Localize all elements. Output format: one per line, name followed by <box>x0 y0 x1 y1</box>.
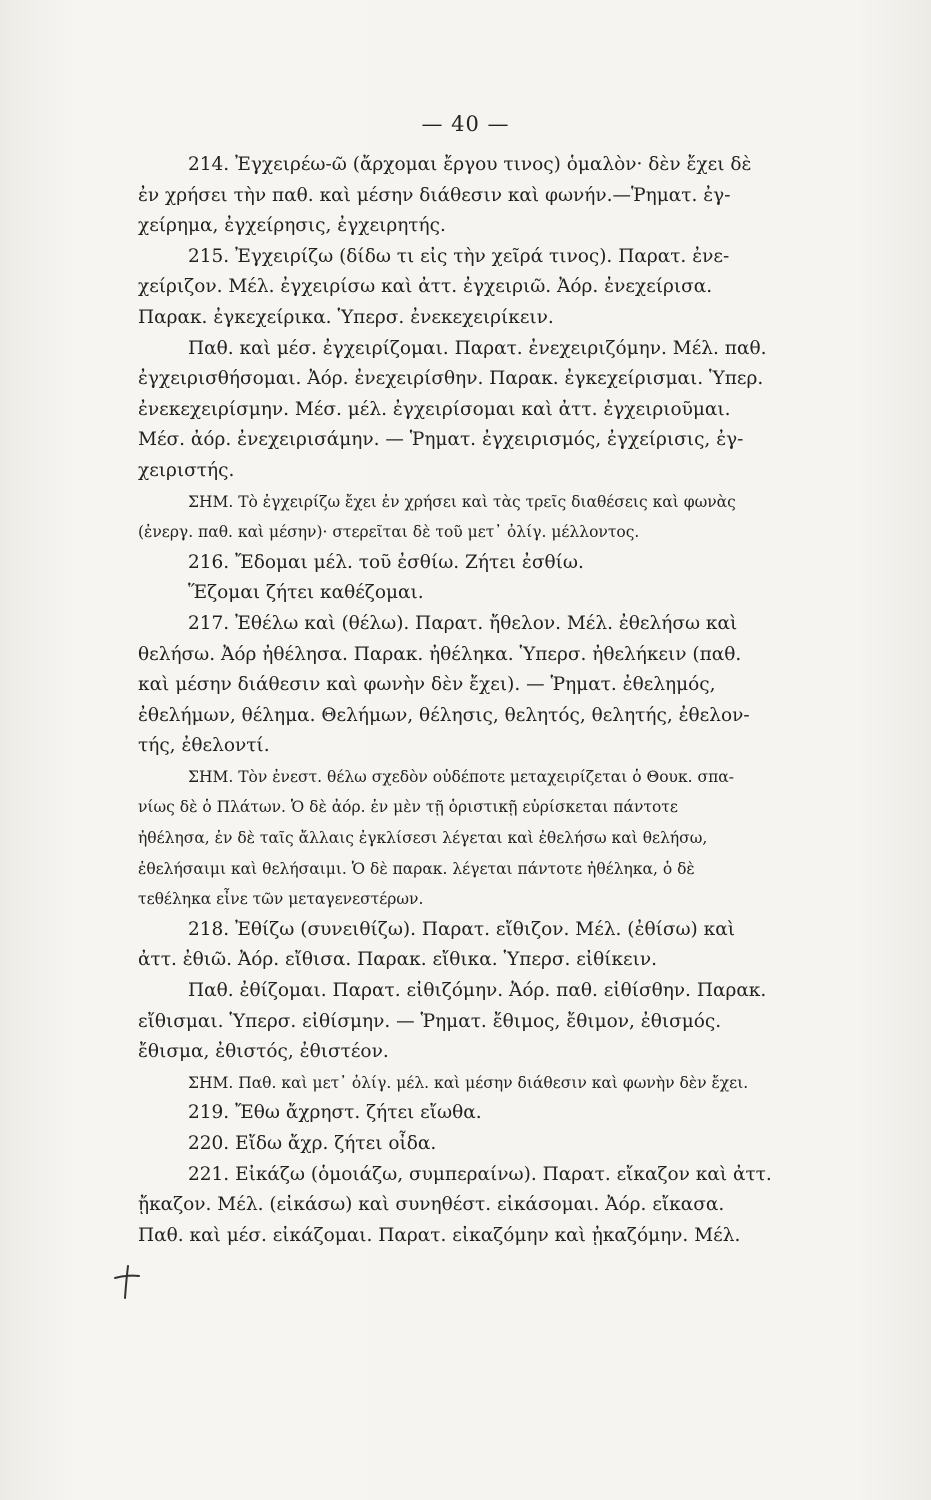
entry-ezomai: Ἕζομαι ζήτει καθέζομαι. <box>188 582 424 604</box>
entry-214-line-1: 214. Ἐγχειρέω-ῶ (ἄρχομαι ἔργου τινος) ὁμαλὸν· δὲν ἔχει δὲ <box>188 154 752 175</box>
note-217-line-4: ἐθελήσαιμι καὶ θελήσαιμι. Ὁ δὲ παρακ. λέγεται πάντοτε ἠθέληκα, ὁ δὲ <box>138 859 695 878</box>
entry-221-line-1: 221. Εἰκάζω (ὁμοιάζω, συμπεραίνω). Παρατ. εἴκαζον καὶ ἀττ. <box>188 1163 772 1185</box>
entry-217-line-2: θελήσω. Ἀόρ ἠθέλησα. Παρακ. ἠθέληκα. Ὑπερσ. ἠθελήκειν (παθ. <box>138 643 742 665</box>
entry-215-line-1: 215. Ἐγχειρίζω (δίδω τι εἰς τὴν χεῖρά τινος). Παρατ. ἐνε- <box>188 245 730 267</box>
entry-215-line-7: Μέσ. ἀόρ. ἐνεχειρισάμην. — Ῥηματ. ἐγχειρισμός, ἐγχείρισις, ἐγ- <box>138 429 744 451</box>
note-215-line-1: ΣΗΜ. Τὸ ἐγχειρίζω ἔχει ἐν χρήσει καὶ τὰς τρεῖς διαθέσεις καὶ φωνὰς <box>188 492 736 511</box>
entry-218-line-5: ἔθισμα, ἐθιστός, ἐθιστέον. <box>138 1041 389 1063</box>
note-215-line-2: (ἐνεργ. παθ. καὶ μέσην)· στερεῖται δὲ τοῦ μετ᾽ ὀλίγ. μέλλοντος. <box>138 523 640 542</box>
entry-216: 216. Ἔδομαι μέλ. τοῦ ἐσθίω. Ζήτει ἐσθίω. <box>188 551 584 573</box>
note-217-line-3: ἠθέλησα, ἐν δὲ ταῖς ἄλλαις ἐγκλίσεσι λέγεται καὶ ἐθελήσω καὶ θελήσω, <box>138 829 708 848</box>
page-number: — 40 — <box>421 112 510 136</box>
entry-215-line-6: ἐνεκεχειρίσμην. Μέσ. μέλ. ἐγχειρίσομαι καὶ ἀττ. ἐγχειριοῦμαι. <box>138 398 731 420</box>
page-text <box>138 150 798 1251</box>
entry-214-line-3: χείρημα, ἐγχείρησις, ἐγχειρητής. <box>138 215 446 237</box>
entry-217-line-1: 217. Ἐθέλω καὶ (θέλω). Παρατ. ἤθελον. Μέλ. ἐθελήσω καὶ <box>188 612 738 634</box>
entry-218-line-1: 218. Ἐθίζω (συνειθίζω). Παρατ. εἴθιζον. Μέλ. (ἐθίσω) καὶ <box>188 918 735 940</box>
entry-221-line-2: ᾔκαζον. Μέλ. (εἰκάσω) καὶ συνηθέστ. εἰκάσομαι. Ἀόρ. εἴκασα. <box>138 1194 725 1216</box>
entry-215-line-2: χείριζον. Μέλ. ἐγχειρίσω καὶ ἀττ. ἐγχειριῶ. Ἀόρ. ἐνεχείρισα. <box>138 276 713 298</box>
entry-220: 220. Εἴδω ἄχρ. ζήτει οἶδα. <box>188 1133 437 1154</box>
entry-215-line-5: ἐγχειρισθήσομαι. Ἀόρ. ἐνεχειρίσθην. Παρακ. ἐγκεχείρισμαι. Ὑπερ. <box>138 368 764 390</box>
note-217-line-1: ΣΗΜ. Τὸν ἐνεστ. θέλω σχεδὸν οὐδέποτε μεταχειρίζεται ὁ Θουκ. σπα- <box>188 767 734 786</box>
note-218: ΣΗΜ. Παθ. καὶ μετ᾽ ὀλίγ. μέλ. καὶ μέσην διάθεσιν καὶ φωνὴν δὲν ἔχει. <box>188 1073 749 1092</box>
entry-219: 219. Ἔθω ἄχρηστ. ζήτει εἴωθα. <box>188 1102 482 1124</box>
entry-217-line-4: ἐθελήμων, θέλημα. Θελήμων, θέλησις, θελητός, θελητής, ἐθελον- <box>138 704 750 726</box>
entry-217-line-3: καὶ μέσην διάθεσιν καὶ φωνὴν δὲν ἔχει). — Ῥηματ. ἐθελημός, <box>138 674 716 696</box>
entry-217-line-5: τής, ἐθελοντί. <box>138 735 270 757</box>
entry-215-line-4: Παθ. καὶ μέσ. ἐγχειρίζομαι. Παρατ. ἐνεχειριζόμην. Μέλ. παθ. <box>188 337 767 359</box>
handwritten-cross-mark-icon <box>112 1262 142 1302</box>
entry-215-line-8: χειριστής. <box>138 459 235 481</box>
note-217-line-5: τεθέληκα εἶνε τῶν μεταγενεστέρων. <box>138 890 424 909</box>
entry-218-line-4: εἴθισμαι. Ὑπερσ. εἰθίσμην. — Ῥηματ. ἔθιμος, ἔθιμον, ἐθισμός. <box>138 1010 722 1032</box>
note-217-line-2: νίως δὲ ὁ Πλάτων. Ὁ δὲ ἀόρ. ἐν μὲν τῇ ὁριστικῇ εὑρίσκεται πάντοτε <box>138 798 678 817</box>
entry-221-line-3: Παθ. καὶ μέσ. εἰκάζομαι. Παρατ. εἰκαζόμην καὶ ᾐκαζόμην. Μέλ. <box>138 1224 741 1246</box>
entry-218-line-2: ἀττ. ἐθιῶ. Ἀόρ. εἴθισα. Παρακ. εἴθικα. Ὑπερσ. εἰθίκειν. <box>138 949 658 971</box>
entry-214-line-2: ἐν χρήσει τὴν παθ. καὶ μέσην διάθεσιν καὶ φωνήν.—Ῥηματ. ἐγ- <box>138 184 731 206</box>
entry-218-line-3: Παθ. ἐθίζομαι. Παρατ. εἰθιζόμην. Ἀόρ. παθ. εἰθίσθην. Παρακ. <box>188 980 767 1002</box>
entry-215-line-3: Παρακ. ἐγκεχείρικα. Ὑπερσ. ἐνεκεχειρίκειν. <box>138 306 554 328</box>
